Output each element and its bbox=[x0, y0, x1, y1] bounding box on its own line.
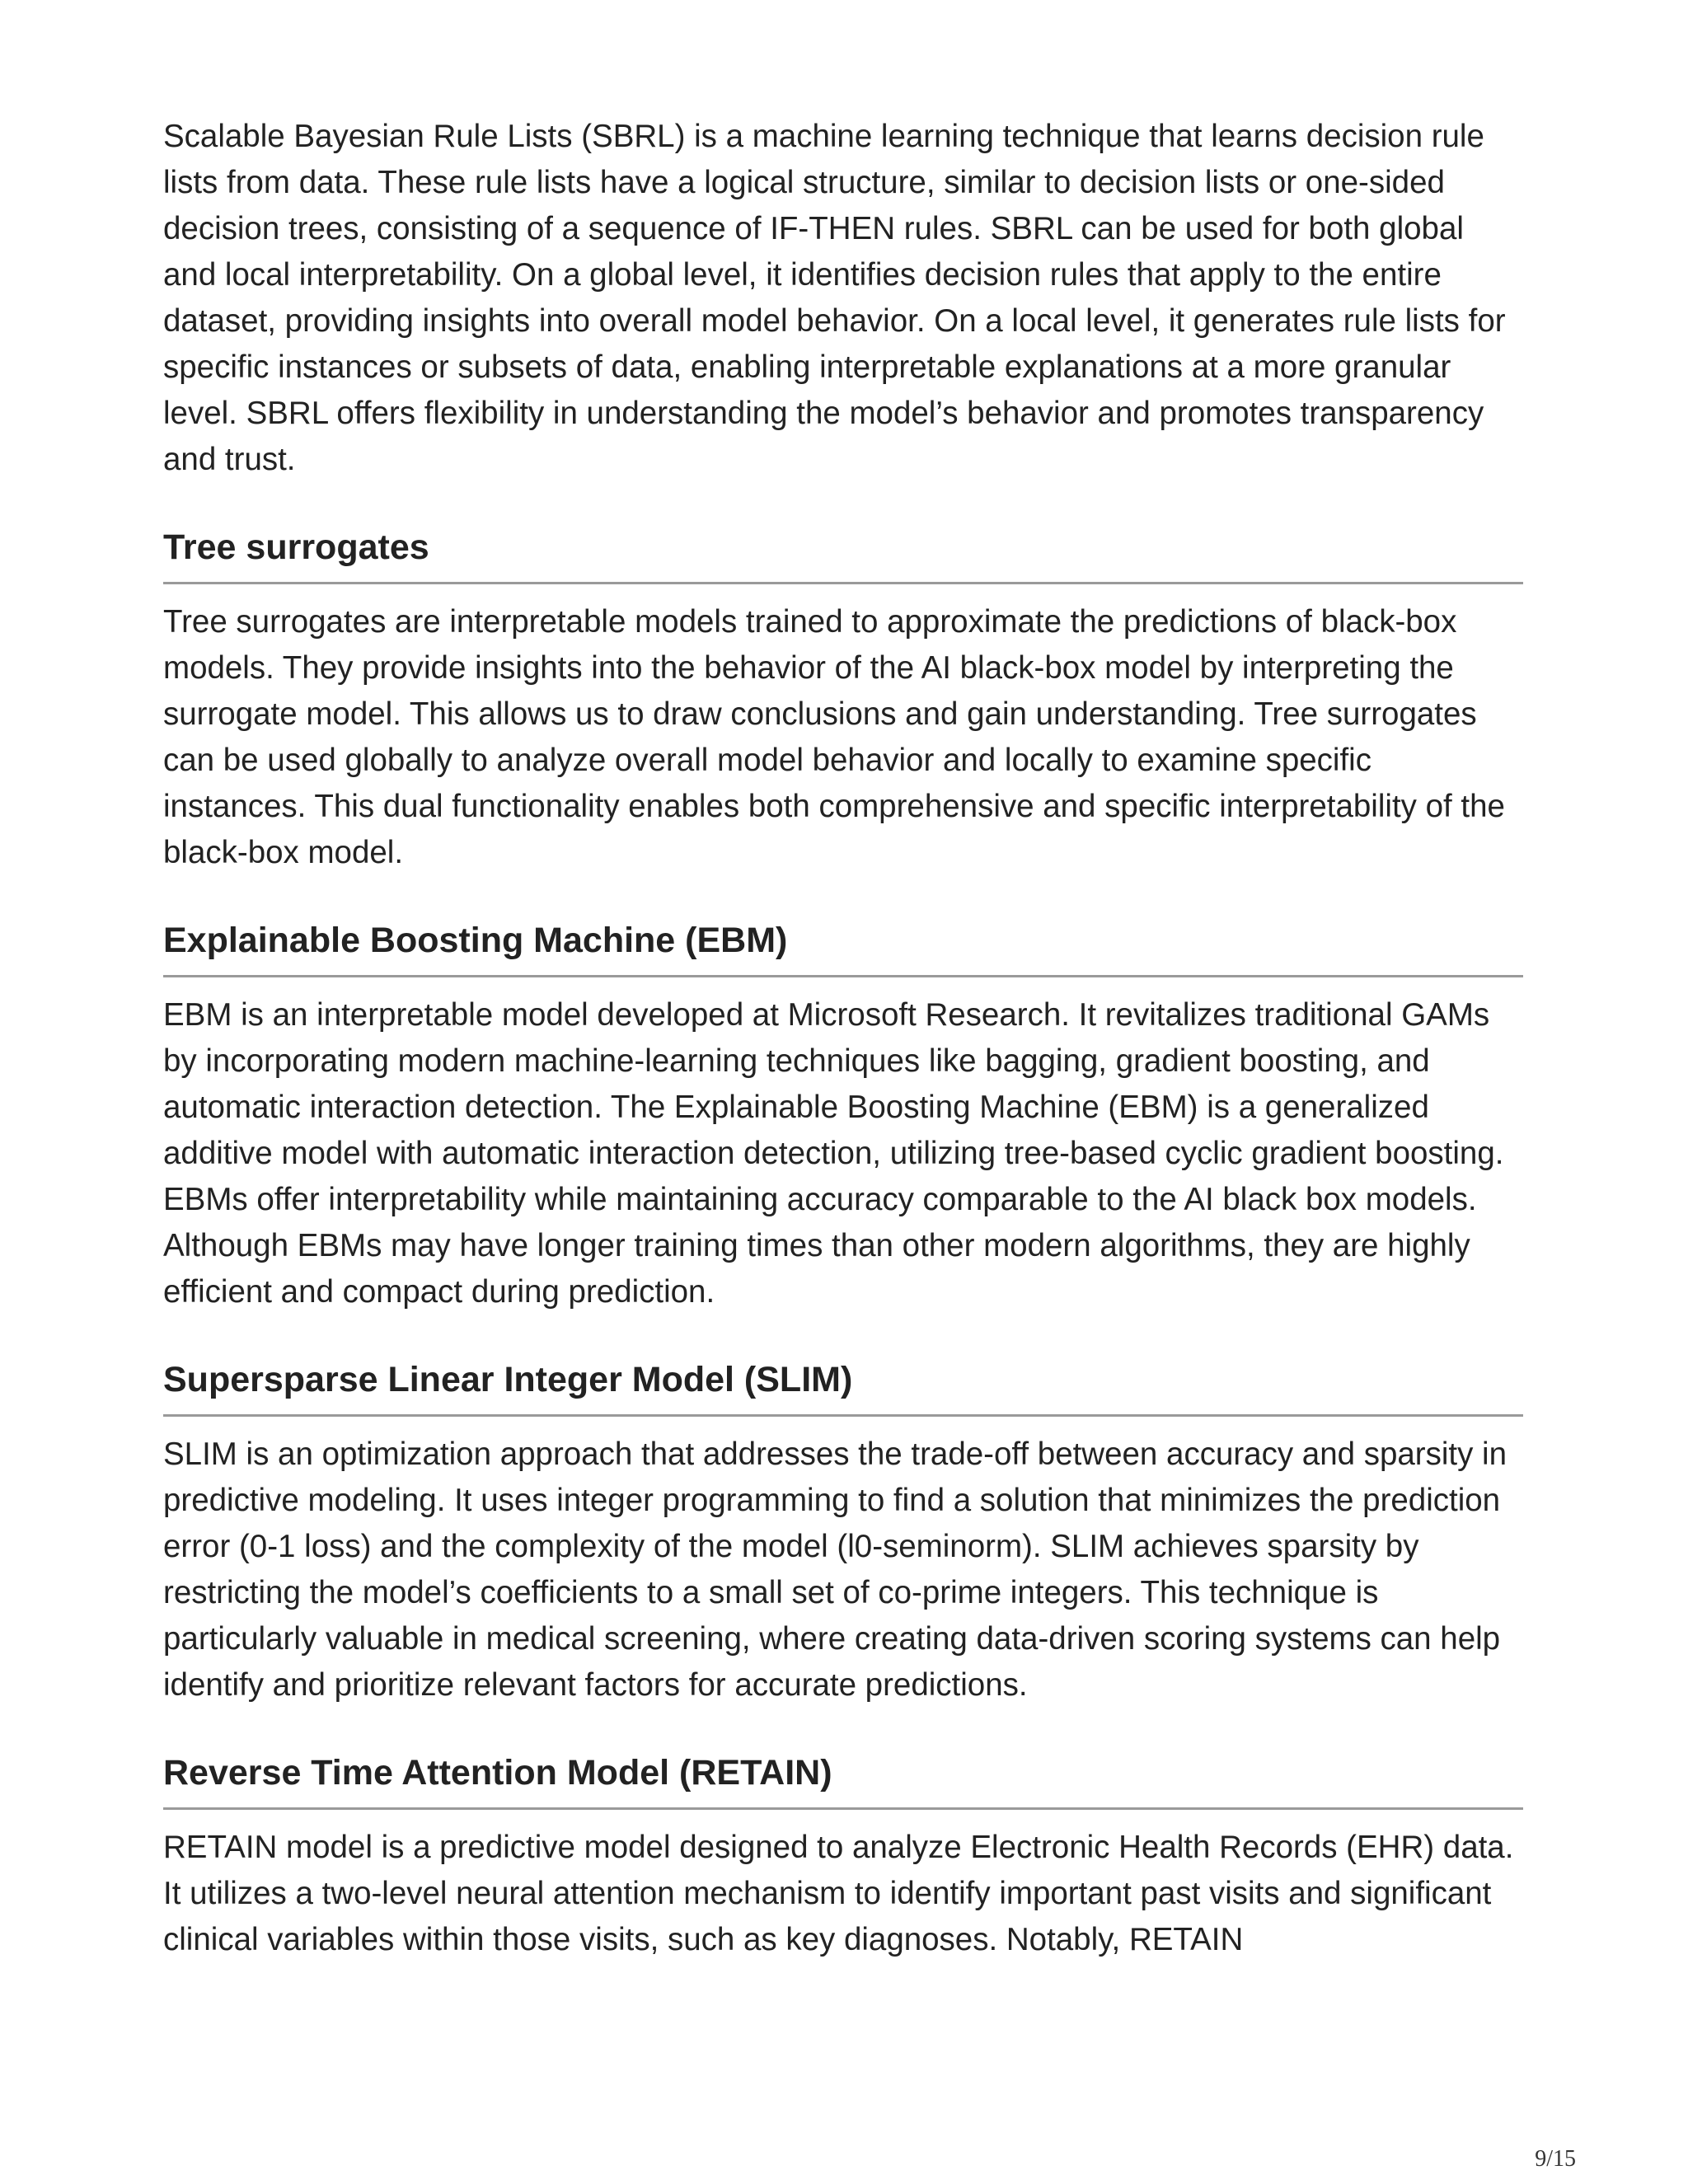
section-divider bbox=[163, 1414, 1523, 1417]
document-body bbox=[163, 114, 1523, 1963]
section-heading: Reverse Time Attention Model (RETAIN) bbox=[163, 1753, 832, 1793]
section-ebm bbox=[163, 917, 1523, 1315]
section-paragraph: RETAIN model is a predictive model designed to analyze Electronic Health Records (EHR) data. It utilizes a two-level neural attention mechanism to identify important past visits and significant clinical variables within those visits, such as key diagnoses. Notably, RETAIN bbox=[163, 1830, 1514, 1957]
section-heading: Explainable Boosting Machine (EBM) bbox=[163, 921, 788, 960]
section-paragraph: SLIM is an optimization approach that addresses the trade-off between accuracy and sparsity in predictive modeling. It uses integer programming to find a solution that minimizes the prediction error (0-1 loss) and the complexity of the model (l0-seminorm). SLIM achieves sparsity by restricting the model’s coefficients to a small set of co-prime integers. This technique is particularly valuable in medical screening, where creating data-driven scoring systems can help identify and prioritize relevant factors for accurate predictions. bbox=[163, 1436, 1507, 1703]
section-heading: Tree surrogates bbox=[163, 527, 429, 567]
intro-paragraph: Scalable Bayesian Rule Lists (SBRL) is a machine learning technique that learns decision rule lists from data. These rule lists have a logical structure, similar to decision lists or one-sided decision trees, consisting of a sequence of IF-THEN rules. SBRL can be used for both global and local interpretability. On a global level, it identifies decision rules that apply to the entire dataset, providing insights into overall model behavior. On a local level, it generates rule lists for specific instances or subsets of data, enabling interpretable explanations at a more granular level. SBRL offers flexibility in understanding the model’s behavior and promotes transparency and trust. bbox=[163, 119, 1506, 477]
page-number: 9/15 bbox=[1535, 2146, 1576, 2172]
section-divider bbox=[163, 975, 1523, 977]
section-slim bbox=[163, 1357, 1523, 1708]
section-divider bbox=[163, 582, 1523, 584]
section-retain bbox=[163, 1750, 1523, 1963]
section-divider bbox=[163, 1807, 1523, 1810]
section-paragraph: EBM is an interpretable model developed at Microsoft Research. It revitalizes traditional GAMs by incorporating modern machine-learning techniques like bagging, gradient boosting, and automatic interaction detection. The Explainable Boosting Machine (EBM) is a generalized additive model with automatic interaction detection, utilizing tree-based cyclic gradient boosting. EBMs offer interpretability while maintaining accuracy comparable to the AI black box models. Although EBMs may have longer training times than other modern algorithms, they are highly efficient and compact during prediction. bbox=[163, 997, 1504, 1310]
section-heading: Supersparse Linear Integer Model (SLIM) bbox=[163, 1360, 853, 1399]
section-tree-surrogates bbox=[163, 524, 1523, 876]
section-paragraph: Tree surrogates are interpretable models trained to approximate the predictions of black-box models. They provide insights into the behavior of the AI black-box model by interpreting the surrogate model. This allows us to draw conclusions and gain understanding. Tree surrogates can be used globally to analyze overall model behavior and locally to examine specific instances. This dual functionality enables both comprehensive and specific interpretability of the black-box model. bbox=[163, 604, 1505, 870]
